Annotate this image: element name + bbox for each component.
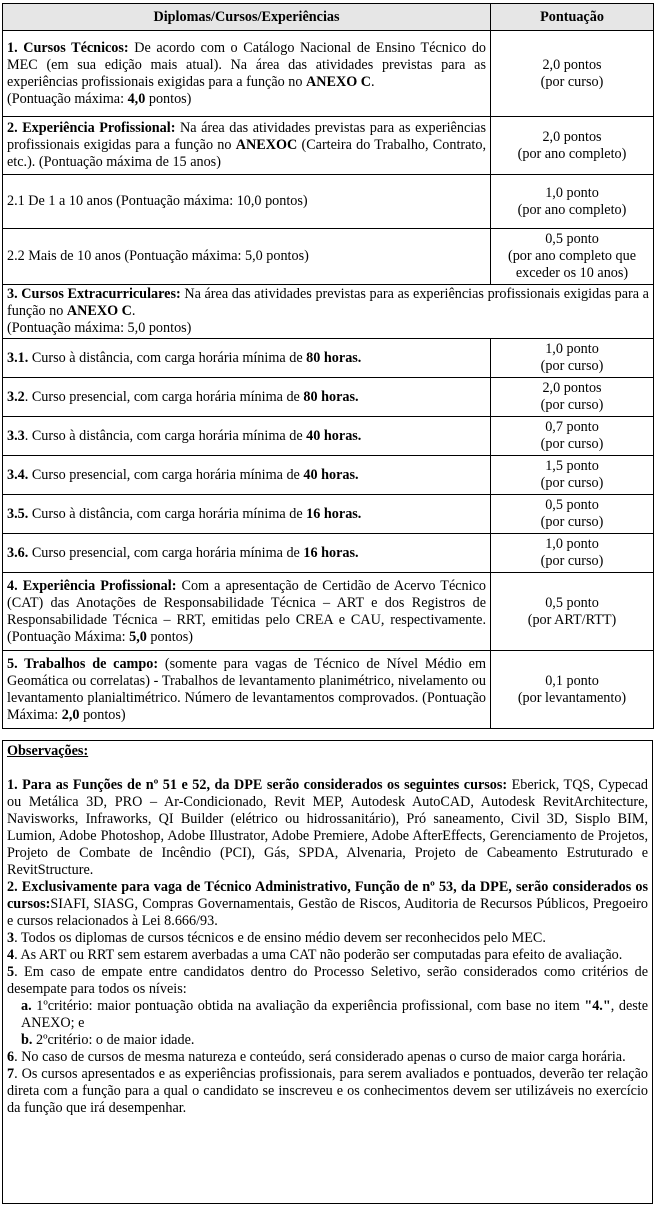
criterion-text: Curso à distância, com carga horária mínima de <box>28 505 307 522</box>
max-score-note: (Pontuação máxima: <box>7 90 128 107</box>
criterion-text: . Curso à distância, com carga horária mínima de <box>24 427 307 444</box>
criterion-text: Curso presencial, com carga horária mínima de <box>28 544 304 561</box>
criterion-cell <box>3 339 491 378</box>
observation-3 <box>7 930 648 947</box>
criterion-text: Na área das atividades previstas para as experiências profissionais exigidas para a função no <box>7 286 649 319</box>
points-unit: (por ART/RTT) <box>527 611 617 628</box>
criterion-text-end: pontos) <box>79 706 126 723</box>
points-cell <box>491 31 654 117</box>
table-row <box>3 117 654 175</box>
criterion-label: a. <box>21 998 32 1014</box>
observation-4 <box>7 947 648 964</box>
max-score-note: (Pontuação máxima: 5,0 pontos) <box>7 320 192 336</box>
criterion-cell <box>3 534 491 573</box>
observation-text: 1ºcritério: maior pontuação obtida na avaliação da experiência profissional, com base no item <box>31 998 585 1014</box>
criterion-cell <box>3 495 491 534</box>
points-cell <box>491 495 654 534</box>
observation-number: 5 <box>7 964 15 980</box>
hours-value: 40 horas. <box>306 427 362 444</box>
points-value: 0,5 ponto <box>545 594 599 611</box>
observation-text: , deste ANEXO; e <box>21 998 648 1031</box>
points-cell <box>491 534 654 573</box>
criterion-cell <box>3 651 491 729</box>
criterion-cell <box>3 31 491 117</box>
observation-5b <box>7 1032 648 1049</box>
table-row <box>3 175 654 229</box>
points-cell <box>491 417 654 456</box>
points-value: 0,7 ponto <box>545 419 599 435</box>
points-value: 1,0 ponto <box>545 184 599 201</box>
hours-value: 40 horas. <box>303 466 359 483</box>
points-cell <box>491 378 654 417</box>
points-unit: (por curso) <box>540 358 604 374</box>
item-number: 3.6. <box>7 544 29 561</box>
max-score-value: 4,0 <box>127 90 146 107</box>
item-number: 3.4. <box>7 466 29 483</box>
table-row <box>3 229 654 285</box>
points-unit: (por curso) <box>540 475 604 491</box>
observation-5a <box>7 998 648 1032</box>
points-cell <box>491 573 654 651</box>
criterion-text: Na área das atividades previstas para as experiências profissionais exigidas para a função no <box>7 120 487 153</box>
points-value: 1,5 ponto <box>545 458 599 474</box>
table-row <box>3 534 654 573</box>
observation-number: 7 <box>7 1066 15 1082</box>
observation-text: . No caso de cursos de mesma natureza e conteúdo, será considerado apenas o curso de maior carga horária. <box>14 1049 626 1065</box>
item-number: 3.3 <box>7 427 25 444</box>
annex-ref: ANEXO C <box>66 303 132 319</box>
observation-6 <box>7 1049 648 1066</box>
points-unit: (por ano completo) <box>517 145 627 162</box>
points-cell <box>491 117 654 175</box>
observation-5 <box>7 964 648 998</box>
observation-text: . As ART ou RRT sem estarem averbadas a uma CAT não poderão ser computadas para efeito de avaliação. <box>14 947 623 963</box>
criterion-cell <box>3 117 491 175</box>
criterion-cell <box>3 573 491 651</box>
table-row <box>3 456 654 495</box>
table-row <box>3 651 654 729</box>
criterion-text-end: . <box>131 303 136 319</box>
points-cell <box>491 175 654 229</box>
points-unit: (por curso) <box>540 397 604 413</box>
hours-value: 16 horas. <box>303 544 359 561</box>
header-diplomas: Diplomas/Cursos/Experiências <box>3 4 491 31</box>
table-row <box>3 417 654 456</box>
criterion-cell <box>3 378 491 417</box>
item-number: 3.1. <box>7 349 29 366</box>
annex-ref: ANEXO C <box>306 73 372 90</box>
table-row <box>3 378 654 417</box>
points-cell <box>491 456 654 495</box>
criterion-title: 3. Cursos Extracurriculares: <box>7 286 181 302</box>
observations-box <box>2 740 653 1204</box>
observation-text: . Em caso de empate entre candidatos dentro do Processo Seletivo, serão considerados como critérios de desempate para todos os níveis: <box>7 964 648 997</box>
points-unit: (por curso) <box>540 553 604 569</box>
observation-1 <box>7 777 648 879</box>
item-reference: "4." <box>584 998 611 1014</box>
points-cell <box>491 339 654 378</box>
observation-text: . Todos os diplomas de cursos técnicos e de ensino médio devem ser reconhecidos pelo MEC. <box>14 930 546 946</box>
observation-7 <box>7 1066 648 1117</box>
criterion-cell <box>3 417 491 456</box>
criterion-title: 4. Experiência Profissional: <box>7 577 177 594</box>
observation-text: . Os cursos apresentados e as experiências profissionais, para serem avaliados e pontuados, deverão ter relação direta com a função para a qual o candidato se inscreveu e os conhecimentos devem ser utilizáveis no exercício da função que irá desempenhar. <box>7 1066 648 1116</box>
criterion-label: b. <box>21 1032 33 1048</box>
item-number: 3.2 <box>7 388 25 405</box>
criterion-text: De acordo com o Catálogo Nacional de Ensino Técnico do MEC (em sua edição mais atual). Na área das atividades previstas para as experiências profissionais exigidas para a função no <box>7 39 487 90</box>
points-unit: (por ano completo) <box>517 201 627 218</box>
points-cell <box>491 651 654 729</box>
scoring-table <box>2 3 654 729</box>
points-value: 2,0 pontos <box>542 128 602 145</box>
observation-number: 6 <box>7 1049 15 1065</box>
criterion-text: (somente para vagas de Técnico de Nível Médio em Geomática ou correlatas) - Trabalhos de levantamento planimétrico, nivelamento ou levantamento planialtimétrico. Número de levantamentos comprovados. (Pontuação Máxima: <box>7 655 486 723</box>
points-unit: (por curso) <box>540 514 604 530</box>
observation-text: SIAFI, SIASG, Compras Governamentais, Gestão de Riscos, Auditoria de Recursos Públicos, Pregoeiro e cursos relacionados à Lei 8.666/93. <box>7 896 648 929</box>
table-header-row <box>3 4 654 31</box>
observation-number: 2 <box>7 879 15 895</box>
table-row <box>3 495 654 534</box>
points-value: 2,0 pontos <box>542 56 602 73</box>
criterion-text: Com a apresentação de Certidão de Acervo Técnico (CAT) das Anotações de Responsabilidade Técnica – ART e dos Registros de Responsabilidade Técnica – RRT, emitidas pelo CREA e CAU, respectivamente. (Pontuação Máxima: <box>7 577 486 645</box>
criterion-text: Curso à distância, com carga horária mínima de <box>28 349 307 366</box>
criterion-cell <box>3 456 491 495</box>
item-number: 3.5. <box>7 505 29 522</box>
observation-2 <box>7 879 648 930</box>
criterion-title: 1. Cursos Técnicos: <box>7 39 129 56</box>
criterion-text: . Curso presencial, com carga horária mínima de <box>24 388 304 405</box>
points-cell <box>491 229 654 285</box>
observation-number: 3 <box>7 930 15 946</box>
points-unit: (por curso) <box>540 73 604 90</box>
observation-heading: . Exclusivamente para vaga de Técnico Administrativo, Função de nº 53, da DPE, serão considerados os cursos: <box>7 879 648 912</box>
criterion-text-end: pontos) <box>146 628 193 645</box>
points-value: 1,0 ponto <box>545 536 599 552</box>
points-value: 0,1 ponto <box>545 672 599 689</box>
hours-value: 80 horas. <box>306 349 362 366</box>
observations-title: Observações: <box>7 743 89 759</box>
hours-value: 80 horas. <box>303 388 359 405</box>
table-row <box>3 573 654 651</box>
criterion-text: Curso presencial, com carga horária mínima de <box>28 466 304 483</box>
points-value: 1,0 ponto <box>545 341 599 357</box>
criterion-title: 2. Experiência Profissional: <box>7 120 176 136</box>
max-score-suffix: pontos) <box>145 90 192 107</box>
table-row <box>3 31 654 117</box>
max-score-value: 5,0 <box>129 628 147 645</box>
annex-ref: ANEXOC <box>235 137 298 153</box>
max-score-value: 2,0 <box>61 706 80 723</box>
criterion-cell <box>3 285 654 339</box>
points-unit: (por levantamento) <box>517 689 627 706</box>
table-row <box>3 285 654 339</box>
points-value: 0,5 ponto <box>545 497 599 513</box>
observation-text: Eberick, TQS, Cypecad ou Metálica 3D, PRO – Ar-Condicionado, Revit MEP, Autodesk AutoCAD, Autodesk RevitArchitecture, Navisworks, Infraworks, QI Builder (elétrico ou hidrossanitário), Pró saneamento, Civil 3D, Sisplo BIM, Lumion, Adobe Photoshop, Adobe Illustrator, Adobe Premiere, Adobe AfterEffects, Gerenciamento de Projetos, Projeto de Combate de Incêndio (PCI), Gás, SPDA, Alvenaria, Projeto de Cabeamento Estruturado e RevitStructure. <box>7 777 649 878</box>
criterion-title: 5. Trabalhos de campo: <box>7 655 159 672</box>
points-value: 2,0 pontos <box>542 380 602 396</box>
points-value: 0,5 ponto <box>545 231 599 247</box>
hours-value: 16 horas. <box>306 505 362 522</box>
criterion-text-end: . <box>371 73 375 90</box>
points-unit: (por ano completo que exceder os 10 anos) <box>507 248 637 281</box>
criterion-cell: 2.2 Mais de 10 anos (Pontuação máxima: 5,0 pontos) <box>3 229 491 285</box>
observation-text: 2ºcritério: o de maior idade. <box>32 1032 195 1048</box>
observation-heading: 1. Para as Funções de nº 51 e 52, da DPE serão considerados os seguintes cursos: <box>7 777 508 793</box>
observation-number: 4 <box>7 947 15 963</box>
criterion-cell: 2.1 De 1 a 10 anos (Pontuação máxima: 10,0 pontos) <box>3 175 491 229</box>
points-unit: (por curso) <box>540 436 604 452</box>
header-pontuacao: Pontuação <box>491 4 654 31</box>
criterion-text-end: (Carteira do Trabalho, Contrato, etc.). (Pontuação máxima de 15 anos) <box>7 137 486 170</box>
table-row <box>3 339 654 378</box>
